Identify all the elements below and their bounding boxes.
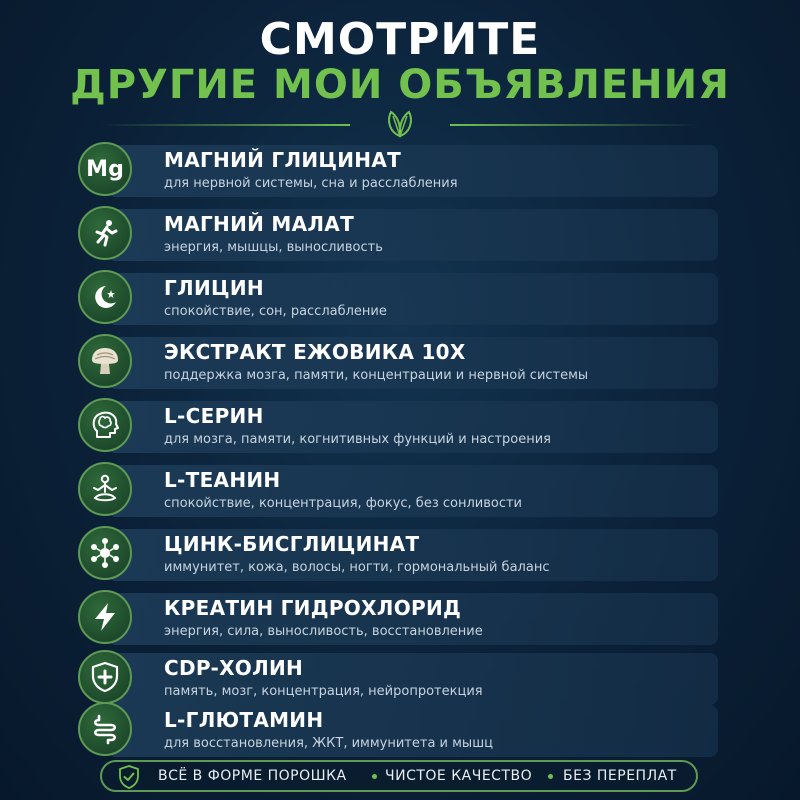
product-name: L-ГЛЮТАМИН (164, 708, 324, 732)
shield-check-icon (118, 765, 140, 789)
footer-item-price: БЕЗ ПЕРЕПЛАТ (563, 768, 677, 784)
product-name: ГЛИЦИН (164, 276, 264, 300)
product-row[interactable] (78, 588, 718, 646)
product-row[interactable] (78, 700, 718, 758)
moon-star-icon (78, 270, 132, 324)
footer-separator-dot (372, 774, 377, 779)
running-person-icon (78, 206, 132, 260)
product-row[interactable] (78, 140, 718, 198)
product-name: ЦИНК-БИСГЛИЦИНАТ (164, 532, 420, 556)
product-row[interactable] (78, 460, 718, 518)
product-desc: спокойствие, концентрация, фокус, без сонливости (164, 496, 523, 511)
product-desc: иммунитет, кожа, волосы, ногти, гормональный баланс (164, 560, 550, 575)
product-desc: спокойствие, сон, расслабление (164, 304, 387, 319)
footer-item-powder: ВСЁ В ФОРМЕ ПОРОШКА (158, 768, 347, 784)
intestine-icon (78, 702, 132, 756)
mushroom-icon (78, 334, 132, 388)
footer-separator-dot (548, 774, 553, 779)
title-line-1: СМОТРИТЕ (259, 14, 541, 65)
product-name: МАГНИЙ ГЛИЦИНАТ (164, 148, 402, 172)
product-row[interactable] (78, 396, 718, 454)
product-row[interactable] (78, 332, 718, 390)
header-divider (100, 110, 700, 140)
lightning-icon (78, 590, 132, 644)
product-desc: энергия, сила, выносливость, восстановление (164, 624, 483, 639)
product-desc: поддержка мозга, памяти, концентрации и нервной системы (164, 368, 589, 383)
product-name: L-СЕРИН (164, 404, 264, 428)
product-name: ЭКСТРАКТ ЕЖОВИКА 10Х (164, 340, 466, 364)
divider-line-left (100, 124, 350, 126)
product-desc: энергия, мышцы, выносливость (164, 240, 383, 255)
product-desc: для мозга, памяти, когнитивных функций и настроения (164, 432, 551, 447)
product-row[interactable] (78, 268, 718, 326)
product-row[interactable] (78, 524, 718, 582)
product-row[interactable] (78, 648, 718, 706)
footer-banner (100, 760, 698, 792)
head-brain-icon (78, 398, 132, 452)
product-name: L-ТЕАНИН (164, 468, 281, 492)
molecule-icon (78, 526, 132, 580)
meditation-icon (78, 462, 132, 516)
leaves-icon (383, 106, 417, 140)
product-name: КРЕАТИН ГИДРОХЛОРИД (164, 596, 462, 620)
divider-line-right (450, 124, 700, 126)
mg-icon-label: Mg (86, 156, 124, 182)
shield-plus-icon (78, 650, 132, 704)
title-line-2: ДРУГИЕ МОИ ОБЪЯВЛЕНИЯ (70, 62, 730, 108)
product-desc: для нервной системы, сна и расслабления (164, 176, 458, 191)
mg-text-icon (78, 142, 132, 196)
product-name: CDP-ХОЛИН (164, 656, 304, 680)
product-desc: для восстановления, ЖКТ, иммунитета и мышц (164, 736, 493, 751)
product-row[interactable] (78, 204, 718, 262)
product-name: МАГНИЙ МАЛАТ (164, 212, 355, 236)
product-desc: память, мозг, концентрация, нейропротекция (164, 684, 483, 699)
footer-item-quality: ЧИСТОЕ КАЧЕСТВО (385, 768, 533, 784)
